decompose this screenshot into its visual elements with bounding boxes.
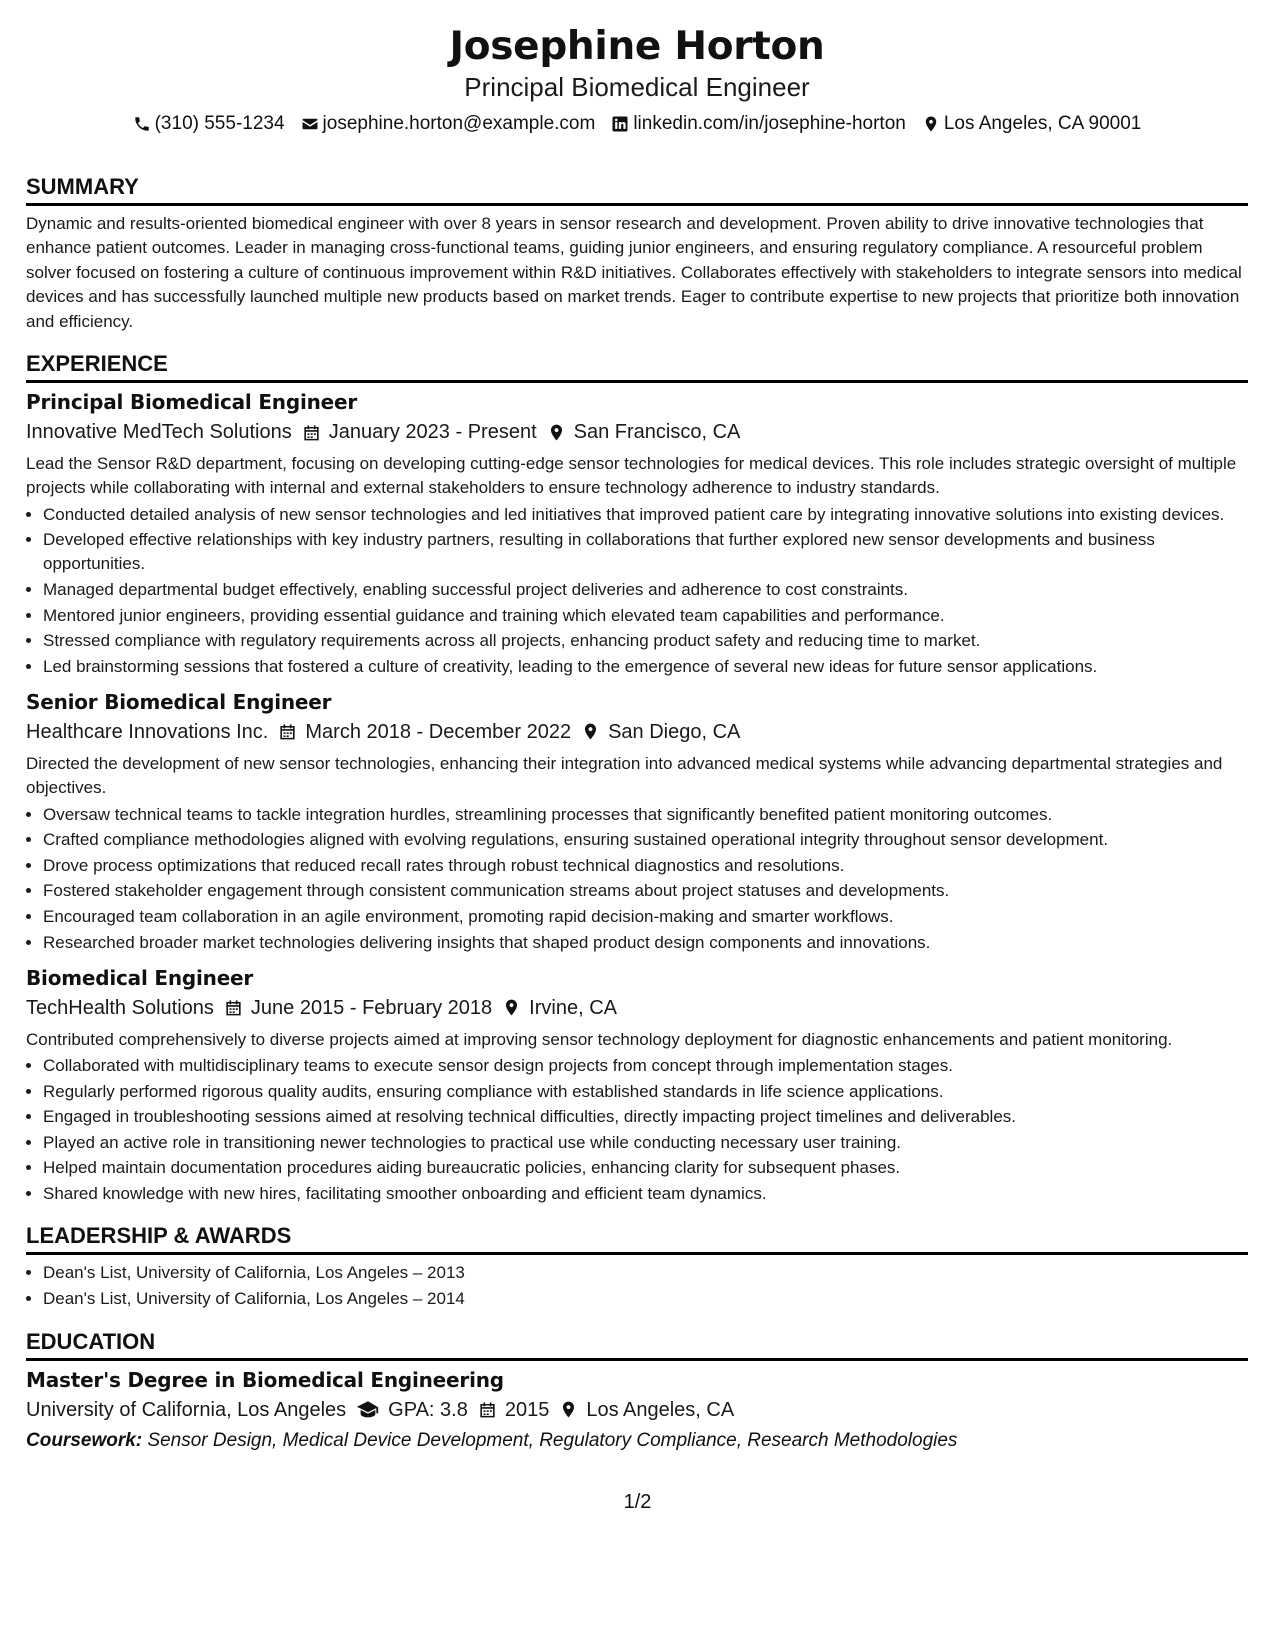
job-meta: [26, 718, 1248, 746]
envelope-icon: [301, 115, 319, 133]
education-gpa: [356, 1396, 468, 1424]
list-item: • Dean's List, University of California, Los Angeles – 2013: [43, 1261, 1248, 1285]
job-dates-text: June 2015 - February 2018: [250, 996, 493, 1019]
location-text: Los Angeles, CA 90001: [943, 113, 1142, 134]
page-number: 1/2: [623, 1491, 652, 1513]
list-item: • Stressed compliance with regulatory requirements across all projects, enhancing product safety and reducing time to market.: [43, 629, 1248, 653]
list-item: • Shared knowledge with new hires, facilitating smoother onboarding and efficient team dynamics.: [43, 1182, 1248, 1206]
map-pin-icon: [922, 115, 940, 133]
job-company: Innovative MedTech Solutions: [26, 421, 292, 444]
job-meta: [26, 994, 1248, 1022]
job-location-text: Irvine, CA: [529, 996, 617, 1019]
education-location: [559, 1396, 734, 1424]
resume-page: [26, 22, 1248, 1454]
job-title: Biomedical Engineer: [26, 965, 254, 990]
school-name: University of California, Los Angeles: [26, 1398, 347, 1421]
degree-title: Master's Degree in Biomedical Engineering: [26, 1367, 504, 1392]
list-item: • Collaborated with multidisciplinary teams to execute sensor design projects from concept through implementation stages.: [43, 1054, 1248, 1078]
coursework-label: Coursework:: [26, 1429, 143, 1451]
list-item: • Conducted detailed analysis of new sensor technologies and led initiatives that improved patient care by integrating innovative solutions into existing devices.: [43, 503, 1248, 527]
linkedin-icon: [611, 115, 629, 133]
job-company: TechHealth Solutions: [26, 996, 214, 1019]
list-item: • Oversaw technical teams to tackle integration hurdles, streamlining processes that significantly benefited patient monitoring outcomes.: [43, 803, 1248, 827]
list-item: • Researched broader market technologies delivering insights that shaped product design components and innovations.: [43, 931, 1248, 955]
job-title: Senior Biomedical Engineer: [26, 689, 332, 714]
graduation-cap-icon: [356, 1400, 380, 1419]
job-dates: [302, 418, 537, 446]
job-bullets: [26, 503, 1248, 679]
job-entry: [26, 389, 1248, 679]
list-item: • Mentored junior engineers, providing essential guidance and training which elevated team capabilities and performance.: [43, 604, 1248, 628]
awards-section: [26, 1223, 1248, 1311]
year-text: 2015: [504, 1398, 550, 1421]
coursework-text: Sensor Design, Medical Device Development, Regulatory Compliance, Research Methodologies: [147, 1429, 958, 1451]
list-item: • Played an active role in transitioning newer technologies to practical use while conducting necessary user training.: [43, 1131, 1248, 1155]
education-year: [478, 1396, 550, 1424]
education-location-text: Los Angeles, CA: [586, 1398, 735, 1421]
job-company: Healthcare Innovations Inc.: [26, 720, 269, 743]
list-item: • Managed departmental budget effectively, enabling successful project deliveries and adherence to cost constraints.: [43, 578, 1248, 602]
job-meta: [26, 418, 1248, 446]
education-heading: EDUCATION: [26, 1329, 1248, 1361]
list-item: • Developed effective relationships with key industry partners, resulting in collaborations that further explored new sensor developments and business opportunities.: [43, 528, 1248, 576]
job-description: Directed the development of new sensor technologies, enhancing their integration into advanced medical systems while advancing departmental strategies and objectives.: [26, 753, 1223, 798]
experience-heading: EXPERIENCE: [26, 351, 1248, 383]
job-entry: [26, 965, 1248, 1206]
job-bullets: [26, 1054, 1248, 1206]
job-bullets: [26, 803, 1248, 955]
education-section: [26, 1329, 1248, 1454]
list-item: • Fostered stakeholder engagement through consistent communication streams about project statuses and developments.: [43, 879, 1248, 903]
map-pin-icon: [547, 423, 566, 442]
education-meta: [26, 1396, 1248, 1424]
list-item: • Regularly performed rigorous quality audits, ensuring compliance with established standards in life science applications.: [43, 1080, 1248, 1104]
map-pin-icon: [581, 722, 600, 741]
job-location: [547, 418, 741, 446]
summary-text: Dynamic and results-oriented biomedical engineer with over 8 years in sensor research and development. Proven ability to drive innovative technologies that enhance patient outcomes. Leader in managing cross-functional teams, guiding junior engineers, and ensuring regulatory compliance. A resourceful problem solver focused on fostering a culture of continuous improvement within R&D initiatives. Collaborates effectively with stakeholders to integrate sensors into medical devices and has successfully launched multiple new products based on market trends. Eager to contribute expertise to new projects that prioritize both innovation and efficiency.: [26, 214, 1242, 331]
phone-icon: [133, 115, 151, 133]
summary-heading: SUMMARY: [26, 174, 1248, 206]
phone-text: (310) 555-1234: [154, 113, 285, 134]
list-item: • Helped maintain documentation procedures aiding bureaucratic policies, enhancing clarity for subsequent phases.: [43, 1156, 1248, 1180]
job-title: Principal Biomedical Engineer: [26, 390, 358, 415]
job-location: [581, 718, 740, 746]
job-dates-text: January 2023 - Present: [328, 421, 537, 444]
calendar-icon: [224, 998, 243, 1017]
job-location-text: San Francisco, CA: [573, 421, 741, 444]
job-location: [502, 994, 617, 1022]
candidate-name: Josephine Horton: [449, 24, 825, 69]
contact-email[interactable]: [301, 112, 596, 136]
list-item: • Encouraged team collaboration in an agile environment, promoting rapid decision-making and smarter workflows.: [43, 905, 1248, 929]
map-pin-icon: [559, 1400, 578, 1419]
job-location-text: San Diego, CA: [608, 720, 741, 743]
job-description: Contributed comprehensively to diverse projects aimed at improving sensor technology deployment for diagnostic enhancements and patient monitoring.: [26, 1029, 1173, 1049]
map-pin-icon: [502, 998, 521, 1017]
calendar-icon: [302, 423, 321, 442]
email-text[interactable]: josephine.horton@example.com: [322, 113, 596, 134]
awards-list: [26, 1261, 1248, 1311]
linkedin-text[interactable]: linkedin.com/in/josephine-horton: [633, 113, 906, 134]
contact-phone: [133, 112, 285, 136]
resume-header: [26, 22, 1248, 136]
summary-section: [26, 174, 1248, 334]
calendar-icon: [278, 722, 297, 741]
list-item: • Crafted compliance methodologies aligned with evolving regulations, ensuring sustained operational integrity throughout sensor development.: [43, 828, 1248, 852]
candidate-title: Principal Biomedical Engineer: [464, 72, 810, 102]
list-item: • Led brainstorming sessions that fostered a culture of creativity, leading to the emergence of several new ideas for future sensor applications.: [43, 655, 1248, 679]
job-dates: [278, 718, 571, 746]
job-description: Lead the Sensor R&D department, focusing on developing cutting-edge sensor technologies for medical devices. This role includes strategic oversight of multiple projects while collaborating with internal and external stakeholders to ensure technology adherence to industry standards.: [26, 454, 1237, 498]
contact-linkedin[interactable]: [611, 112, 906, 136]
coursework: [26, 1428, 1248, 1454]
job-dates: [224, 994, 492, 1022]
calendar-icon: [478, 1400, 497, 1419]
job-entry: [26, 689, 1248, 955]
list-item: • Drove process optimizations that reduced recall rates through robust technical diagnostics and resolutions.: [43, 854, 1248, 878]
job-dates-text: March 2018 - December 2022: [305, 720, 572, 743]
list-item: • Dean's List, University of California, Los Angeles – 2014: [43, 1287, 1248, 1311]
list-item: • Engaged in troubleshooting sessions aimed at resolving technical difficulties, directly impacting project timelines and deliverables.: [43, 1105, 1248, 1129]
contact-location: [922, 112, 1142, 136]
gpa-text: GPA: 3.8: [388, 1398, 468, 1421]
contact-row: [26, 112, 1248, 136]
experience-section: [26, 351, 1248, 1206]
awards-heading: LEADERSHIP & AWARDS: [26, 1223, 1248, 1255]
